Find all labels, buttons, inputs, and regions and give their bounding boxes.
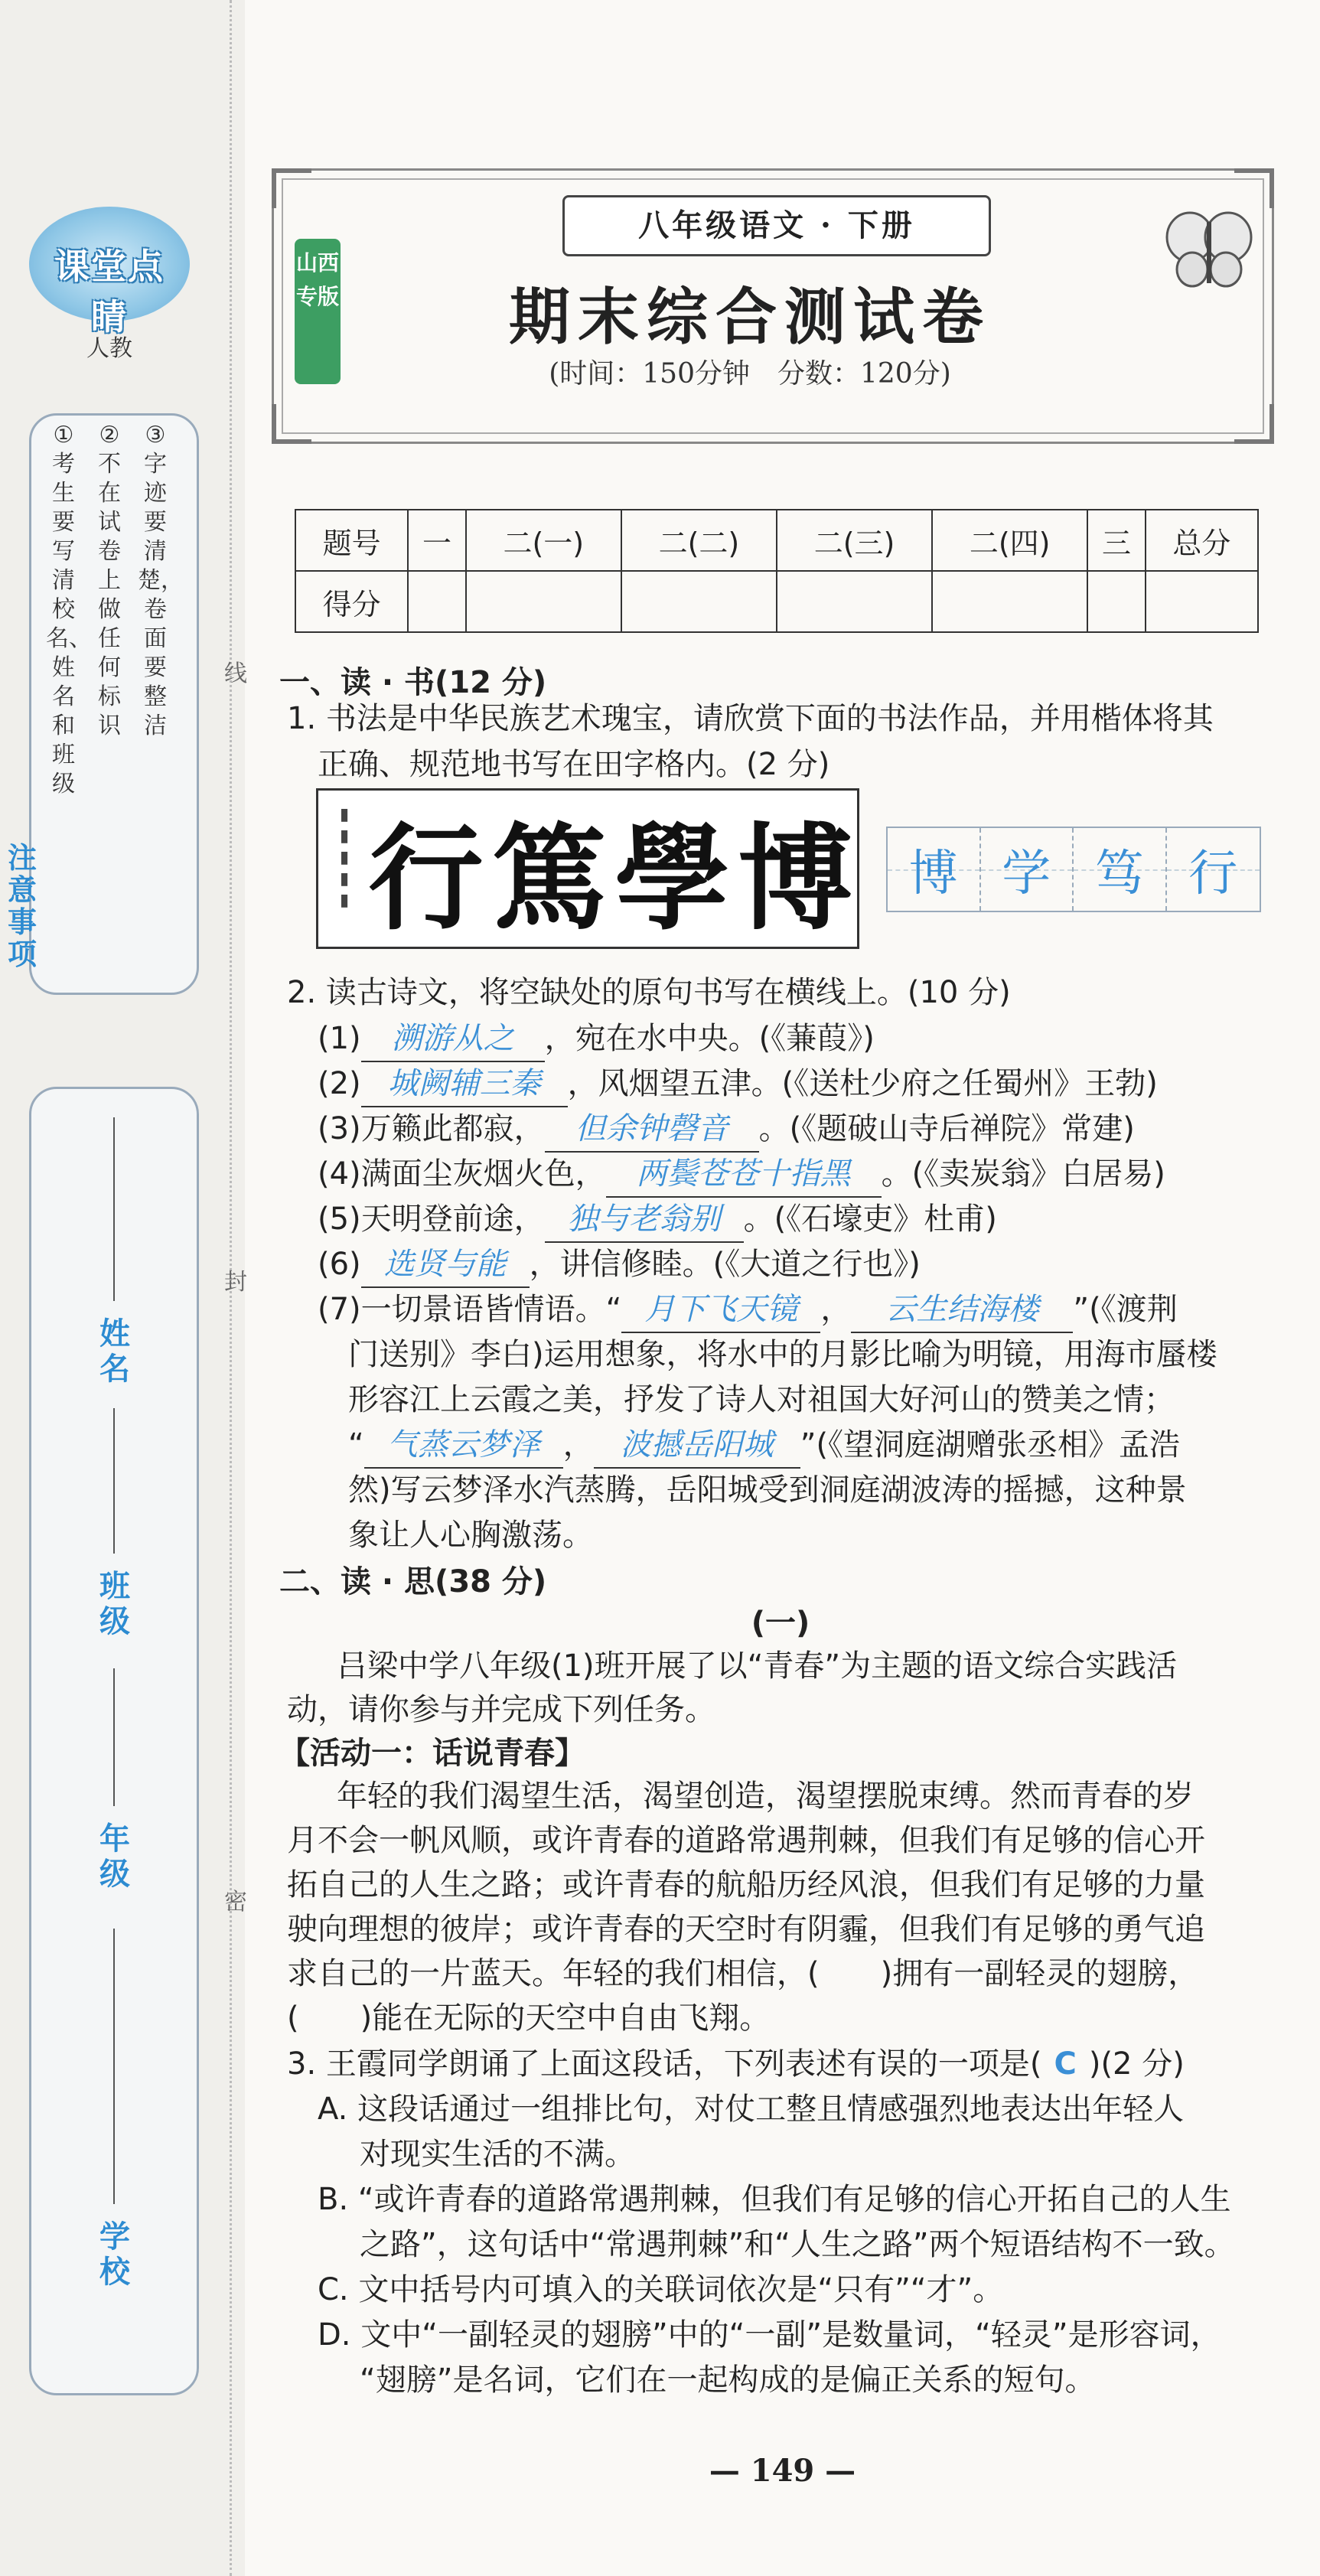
answer-blank[interactable]: 溯游从之 [361, 1016, 545, 1062]
handwritten-answer: 行 [1188, 846, 1238, 902]
q2-item-6 [318, 1242, 1274, 1288]
item-mid: ， [820, 1292, 852, 1327]
q3-stem-end: )(2 分) [1088, 2046, 1185, 2082]
item-number: (7) [318, 1292, 361, 1327]
exam-info: (时间：150分钟 分数：120分) [549, 358, 951, 390]
q2-item-7-line6: 象让人心胸激荡。 [348, 1518, 593, 1553]
q2-item-2 [318, 1061, 1274, 1107]
score-header-cell: 二(四) [932, 510, 1087, 571]
frame-corner-br [1234, 404, 1274, 444]
answer-blank[interactable]: 独与老翁别 [545, 1197, 744, 1243]
handwritten-answer: 博 [908, 846, 958, 902]
handwritten-answer: 笃 [1094, 846, 1144, 902]
notice-title: 注意事项 [7, 841, 37, 971]
score-cell[interactable] [621, 571, 777, 632]
item-number: (4) [318, 1156, 361, 1192]
handwritten-answer: 学 [1002, 846, 1051, 902]
q3-option-b[interactable]: B. “或许青春的道路常遇荆棘，但我们有足够的信心开拓自己的人生 [318, 2182, 1231, 2217]
score-row-label: 得分 [295, 571, 408, 632]
notice-item-2: ②不在试卷上做任何标识 [98, 422, 121, 739]
frame-corner-bl [272, 404, 311, 444]
tianzige-cell[interactable] [888, 828, 981, 911]
calligraphy-char: 學 [614, 811, 730, 946]
answer-blank[interactable]: 两鬓苍苍十指黑 [606, 1152, 882, 1198]
item-pre: 万籁此都寂， [360, 1111, 545, 1146]
score-cell[interactable] [408, 571, 466, 632]
name-field-line[interactable] [113, 1117, 115, 1301]
calligraphy-char: 行 [368, 811, 484, 946]
class-field-label: 班级 [99, 1569, 130, 1639]
item-number: (5) [318, 1202, 361, 1237]
q3-option-b-cont: 之路”，这句话中“常遇荆棘”和“人生之路”两个短语结构不一致。 [360, 2227, 1235, 2262]
q2-item-5 [318, 1197, 1274, 1243]
passage-line: 求自己的一片蓝天。年轻的我们相信，( )拥有一副轻灵的翅膀， [287, 1956, 1199, 1991]
answer-blank[interactable]: 月下飞天镜 [621, 1287, 820, 1333]
butterfly-icon [1163, 207, 1255, 291]
q2-intro: 2. 读古诗文，将空缺处的原句书写在横线上。(10 分) [287, 975, 1011, 1010]
calligraphy-char: 博 [738, 811, 853, 946]
q1-line2: 正确、规范地书写在田字格内。(2 分) [318, 747, 830, 782]
q2-item-7-line2: 门送别》李白)运用想象，将水中的月影比喻为明镜，用海市蜃楼 [348, 1337, 1217, 1372]
item-number: (3) [318, 1111, 361, 1146]
class-field-line[interactable] [113, 1408, 115, 1554]
score-header-cell: 二(三) [777, 510, 932, 571]
grade-field-line[interactable] [113, 1668, 115, 1806]
score-header-cell: 二(一) [466, 510, 621, 571]
q3-option-d[interactable]: D. 文中“一副轻灵的翅膀”中的“一副”是数量词，“轻灵”是形容词， [318, 2317, 1221, 2353]
brand-edition: 人教 [86, 335, 132, 362]
school-field-label: 学校 [99, 2219, 130, 2290]
brand-logo [29, 207, 190, 367]
q3-stem [287, 2042, 1274, 2086]
brand-name: 课堂点睛 [54, 246, 165, 337]
part-label: (一) [751, 1606, 810, 1641]
score-header-cell: 题号 [295, 510, 408, 571]
frame-corner-tr [1234, 168, 1274, 208]
score-table-score-row [295, 571, 1258, 632]
item-post: ，讲信修睦。(《大道之行也》) [529, 1247, 921, 1282]
calligraphy-artwork [316, 788, 859, 949]
score-header-cell: 三 [1087, 510, 1146, 571]
grade-label: 八年级语文 · 下册 [562, 195, 991, 256]
q2-item-7-line5: 然)写云梦泽水汽蒸腾，岳阳城受到洞庭湖波涛的摇撼，这种景 [348, 1472, 1187, 1508]
margin-mark-seal: 封 [224, 1269, 247, 1296]
margin-mark-line: 线 [224, 660, 247, 687]
item-mid: ， [562, 1427, 594, 1462]
passage-line: 驶向理想的彼岸；或许青春的天空时有阴霾，但我们有足够的勇气追 [287, 1912, 1205, 1947]
score-table-header-row [295, 510, 1258, 571]
score-header-cell: 一 [408, 510, 466, 571]
section1-heading: 一、读 · 书(12 分) [279, 665, 547, 700]
score-header-cell: 总分 [1146, 510, 1258, 571]
score-cell[interactable] [1146, 571, 1258, 632]
q2-item-3 [318, 1107, 1274, 1153]
q2-item-7-line3: 形容江上云霞之美，抒发了诗人对祖国大好河山的赞美之情； [348, 1382, 1175, 1417]
item-number: (2) [318, 1066, 361, 1101]
answer-blank[interactable]: 云生结海楼 [851, 1287, 1073, 1333]
answer-blank[interactable]: 气蒸云梦泽 [364, 1423, 563, 1469]
item-pre: 满面尘灰烟火色， [360, 1156, 606, 1192]
calligraphy-char: 篤 [491, 811, 607, 946]
score-cell[interactable] [1087, 571, 1146, 632]
item-pre: 一切景语皆情语。“ [360, 1292, 622, 1327]
section2-heading: 二、读 · 思(38 分) [279, 1564, 547, 1599]
frame-corner-tl [272, 168, 311, 208]
item-post: ，宛在水中央。(《蒹葭》) [544, 1021, 875, 1056]
q1-line1: 1. 书法是中华民族艺术瑰宝，请欣赏下面的书法作品，并用楷体将其 [287, 701, 1214, 736]
name-field-label: 姓名 [99, 1316, 130, 1387]
q2-item-1 [318, 1016, 1274, 1062]
passage-line: 年轻的我们渴望生活，渴望创造，渴望摆脱束缚。然而青春的岁 [337, 1779, 1194, 1814]
q3-option-a-cont: 对现实生活的不满。 [360, 2137, 635, 2172]
passage-line: 拓自己的人生之路；或许青春的航船历经风浪，但我们有足够的力量 [287, 1867, 1205, 1903]
school-field-line[interactable] [113, 1929, 115, 2204]
q3-stem-text: 3. 王霞同学朗诵了上面这段话，下列表述有误的一项是( [287, 2046, 1042, 2082]
answer-blank[interactable]: 选贤与能 [361, 1242, 530, 1288]
item-post: ”(《渡荆 [1073, 1292, 1178, 1327]
grade-field-label: 年级 [99, 1821, 130, 1892]
tianzige-cell[interactable] [1167, 828, 1260, 911]
activity-title: 【活动一：话说青春】 [279, 1736, 585, 1771]
answer-blank[interactable]: 但余钟磬音 [545, 1107, 759, 1153]
item-post: ”(《望洞庭湖赠张丞相》孟浩 [800, 1427, 1181, 1462]
score-cell[interactable] [932, 571, 1087, 632]
passage-line: ( )能在无际的天空中自由飞翔。 [287, 2000, 771, 2036]
tianzige-cell[interactable] [981, 828, 1074, 911]
q3-handwritten-answer[interactable]: C [1054, 2046, 1077, 2082]
score-cell[interactable] [777, 571, 932, 632]
answer-blank[interactable]: 城阙辅三秦 [361, 1061, 568, 1107]
score-header-cell: 二(二) [621, 510, 777, 571]
passage-line: 月不会一帆风顺，或许青春的道路常遇荆棘，但我们有足够的信心开 [287, 1823, 1205, 1858]
score-table [295, 509, 1259, 633]
calligraphy-seal-mark: ▮ ▮ ▮ ▮ ▮ [339, 805, 350, 910]
exam-title: 期末综合测试卷 [509, 281, 991, 353]
margin-mark-secret: 密 [224, 1889, 247, 1916]
q3-option-a[interactable]: A. 这段话通过一组排比句，对仗工整且情感强烈地表达出年轻人 [318, 2092, 1185, 2127]
page-number: — 149 — [709, 2453, 856, 2489]
item-pre: 天明登前途， [360, 1202, 545, 1237]
q2-item-7-line1 [318, 1287, 1274, 1333]
region-badge: 山西专版 [295, 239, 341, 384]
q2-item-4 [318, 1152, 1274, 1198]
q2-item-7-line4 [348, 1423, 1274, 1469]
item-number: (6) [318, 1247, 361, 1282]
tianzige-grid[interactable] [886, 827, 1261, 912]
tianzige-cell[interactable] [1074, 828, 1167, 911]
notice-item-1: ①考生要写清校名、姓名和班级 [46, 422, 92, 797]
item-post: 。(《题破山寺后禅院》常建) [758, 1111, 1135, 1146]
item-post: ，风烟望五津。(《送杜少府之任蜀州》王勃) [567, 1066, 1158, 1101]
item-pre: “ [348, 1427, 364, 1462]
item-number: (1) [318, 1021, 361, 1056]
answer-blank[interactable]: 波撼岳阳城 [594, 1423, 800, 1469]
q3-option-d-cont: “翅膀”是名词，它们在一起构成的是偏正关系的短句。 [360, 2362, 1096, 2398]
notice-item-3: ③字迹要清楚，卷面要整洁 [138, 422, 184, 739]
section2-intro-1: 吕梁中学八年级(1)班开展了以“青春”为主题的语文综合实践活 [337, 1648, 1178, 1684]
q3-option-c[interactable]: C. 文中括号内可填入的关联词依次是“只有”“才”。 [318, 2272, 1004, 2307]
section2-intro-2: 动，请你参与并完成下列任务。 [287, 1692, 715, 1727]
item-post: 。(《卖炭翁》白居易) [881, 1156, 1165, 1192]
item-post: 。(《石壕吏》杜甫) [743, 1202, 997, 1237]
score-cell[interactable] [466, 571, 621, 632]
